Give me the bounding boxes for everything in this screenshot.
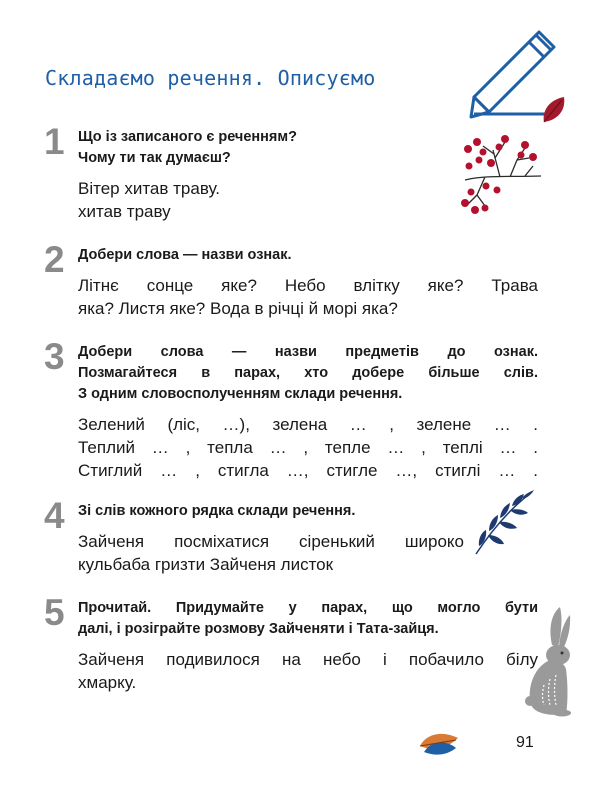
task-instruction: Чому ти так думаєш?	[78, 150, 231, 166]
rowan-berries-icon	[455, 130, 545, 220]
task-text-line: кульбаба гризти Зайченя листок	[78, 555, 334, 574]
task-instruction: далі, і розіграйте розмову Зайченяти і Тата-зайця.	[78, 621, 439, 637]
task-text-line: хмарку.	[78, 673, 137, 692]
task-text-line: хитав траву	[78, 202, 171, 221]
task-number: 2	[44, 239, 65, 280]
task-5	[44, 592, 538, 694]
task-number: 4	[44, 495, 65, 536]
task-1	[44, 121, 374, 223]
task-text-line: Стиглий … , стигла …, стигле …, стиглі … .	[78, 461, 538, 480]
task-instruction: Добери слова — назви ознак.	[78, 247, 292, 263]
task-text-line: Зайченя подивилося на небо і побачило білу	[78, 650, 538, 669]
task-4	[44, 495, 464, 576]
task-number: 1	[44, 121, 65, 162]
task-instruction: Зі слів кожного рядка склади речення.	[78, 503, 356, 519]
task-text-line: Зелений (ліс, …), зелена … , зелене … .	[78, 415, 538, 434]
red-leaf-icon	[540, 94, 570, 126]
page-title: Складаємо речення. Описуємо	[45, 66, 376, 90]
task-instruction: Добери слова — назви предметів до ознак.	[78, 344, 538, 360]
task-instruction: Позмагайтеся в парах, хто добере більше слів.	[78, 365, 538, 381]
task-instruction: Прочитай. Придумайте у парах, що могло бути	[78, 600, 538, 616]
task-text-line: яка? Листя яке? Вода в річці й морі яка?	[78, 299, 398, 318]
page-number: 91	[516, 734, 534, 751]
task-instruction: З одним словосполученням склади речення.	[78, 386, 403, 402]
task-3	[44, 336, 538, 482]
task-instruction: Що із записаного є реченням?	[78, 129, 297, 145]
footer-leaf-icon	[418, 726, 460, 758]
task-text-line: Теплий … , тепла … , тепле … , теплі … .	[78, 438, 538, 457]
task-text-line: Зайченя посміхатися сіренький широко	[78, 532, 464, 551]
task-2	[44, 239, 538, 320]
task-text-line: Літнє сонце яке? Небо влітку яке? Трава	[78, 276, 538, 295]
task-number: 3	[44, 336, 65, 377]
task-text-line: Вітер хитав траву.	[78, 179, 221, 198]
blue-leaf-branch-icon	[470, 488, 535, 558]
task-number: 5	[44, 592, 65, 633]
